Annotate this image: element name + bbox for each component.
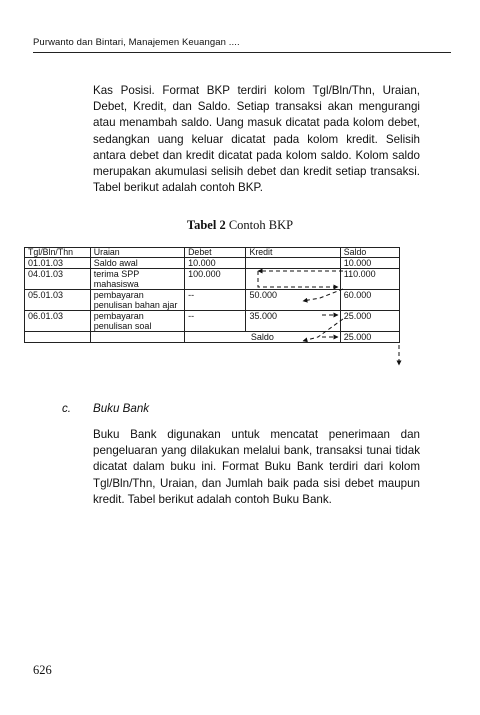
cell-debet: 100.000 (185, 269, 246, 290)
table-caption-label: Tabel 2 (186, 218, 226, 232)
cell-empty (90, 332, 184, 343)
cell-uraian: pembayaran penulisan soal (90, 311, 184, 332)
table-caption-title: Contoh BKP (228, 218, 294, 232)
footer-label: Saldo (185, 332, 341, 343)
cell-saldo: 25.000 (340, 311, 399, 332)
section-title: Buku Bank (93, 402, 150, 415)
table-caption (0, 218, 480, 233)
section-paragraph: Buku Bank digunakan untuk mencatat penerimaan dan pengeluaran yang dilakukan melalui bank, transaksi tunai tidak dicatat dalam buku ini. Format Buku Bank terdiri dari kolom Tgl/Bln/Thn, Uraian, dan Jumlah baik pada sisi debet maupun kredit. Tabel berikut adalah contoh Buku Bank. (93, 428, 420, 506)
table-row (25, 269, 400, 290)
page-number: 626 (33, 663, 52, 677)
cell-date: 04.01.03 (25, 269, 91, 290)
header-date: Tgl/Bln/Thn (25, 248, 91, 258)
table-row (25, 290, 400, 311)
intro-paragraph: Kas Posisi. Format BKP terdiri kolom Tgl/Bln/Thn, Uraian, Debet, Kredit, dan Saldo. Setiap transaksi akan mengurangi atau menambah saldo. Uang masuk dicatat pada kolom debet, sedangkan uang keluar dicatat pada kolom kredit. Selisih antara debet dan kredit dicatat pada kolom saldo. Kolom saldo merupakan akumulasi selisih debet dan kredit setiap transaksi. Tabel berikut adalah contoh BKP. (93, 84, 420, 195)
table-footer-row (25, 332, 400, 343)
section-letter: c. (62, 402, 72, 415)
cell-kredit: 35.000 (246, 311, 340, 332)
table-header-row (25, 248, 400, 258)
cell-saldo: 10.000 (340, 258, 399, 269)
cell-uraian: Saldo awal (90, 258, 184, 269)
cell-date: 05.01.03 (25, 290, 91, 311)
header-saldo: Saldo (340, 248, 399, 258)
cell-kredit: 50.000 (246, 290, 340, 311)
cell-saldo: 60.000 (340, 290, 399, 311)
header-rule (33, 52, 451, 53)
cell-kredit (246, 258, 340, 269)
cell-debet: -- (185, 290, 246, 311)
table-row (25, 311, 400, 332)
cell-debet: -- (185, 311, 246, 332)
cell-date: 01.01.03 (25, 258, 91, 269)
cell-saldo: 110.000 (340, 269, 399, 290)
header-kredit: Kredit (246, 248, 340, 258)
table-row (25, 258, 400, 269)
cell-uraian: pembayaran penulisan bahan ajar (90, 290, 184, 311)
cell-empty (25, 332, 91, 343)
footer-value: 25.000 (340, 332, 399, 343)
cell-uraian: terima SPP mahasiswa (90, 269, 184, 290)
running-header: Purwanto dan Bintari, Manajemen Keuangan .... (33, 37, 240, 48)
cell-date: 06.01.03 (25, 311, 91, 332)
header-uraian: Uraian (90, 248, 184, 258)
header-debet: Debet (185, 248, 246, 258)
cell-debet: 10.000 (185, 258, 246, 269)
bkp-table (24, 247, 400, 343)
cell-kredit (246, 269, 340, 290)
